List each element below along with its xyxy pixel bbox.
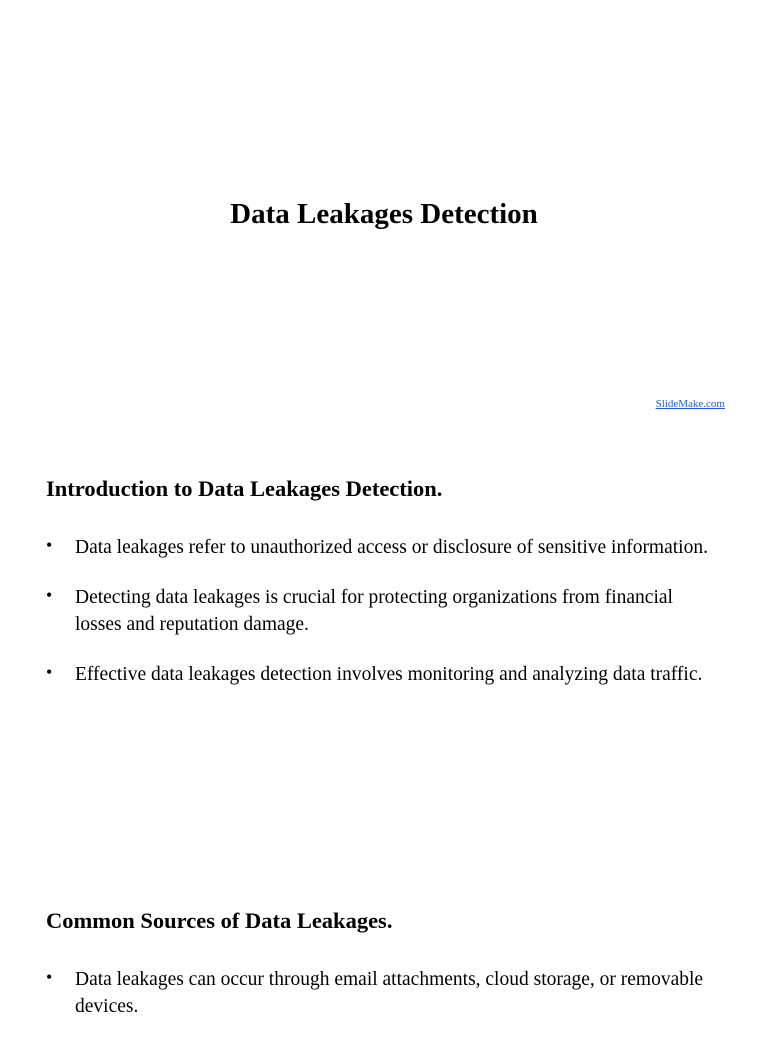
bullet-list-introduction [46, 534, 716, 711]
bullet-icon: • [46, 662, 53, 682]
section-heading-common-sources: Common Sources of Data Leakages. [46, 908, 393, 933]
slide-title: Data Leakages Detection [230, 198, 538, 230]
bullet-item [46, 534, 716, 561]
bullet-list-common-sources [46, 966, 716, 1043]
bullet-text: Data leakages refer to unauthorized access or disclosure of sensitive information. [75, 537, 708, 558]
bullet-icon: • [46, 585, 53, 605]
bullet-text: Data leakages can occur through email attachments, cloud storage, or removable devices. [75, 969, 704, 1017]
section-heading-introduction: Introduction to Data Leakages Detection. [46, 476, 443, 501]
bullet-item [46, 661, 716, 688]
slidemake-link[interactable]: SlideMake.com [655, 398, 725, 410]
bullet-item [46, 966, 716, 1020]
bullet-text: Effective data leakages detection involves monitoring and analyzing data traffic. [75, 664, 703, 685]
bullet-icon: • [46, 967, 53, 987]
bullet-icon: • [46, 535, 53, 555]
bullet-text: Detecting data leakages is crucial for protecting organizations from financial losses and reputation damage. [75, 587, 673, 635]
bullet-item [46, 584, 716, 638]
